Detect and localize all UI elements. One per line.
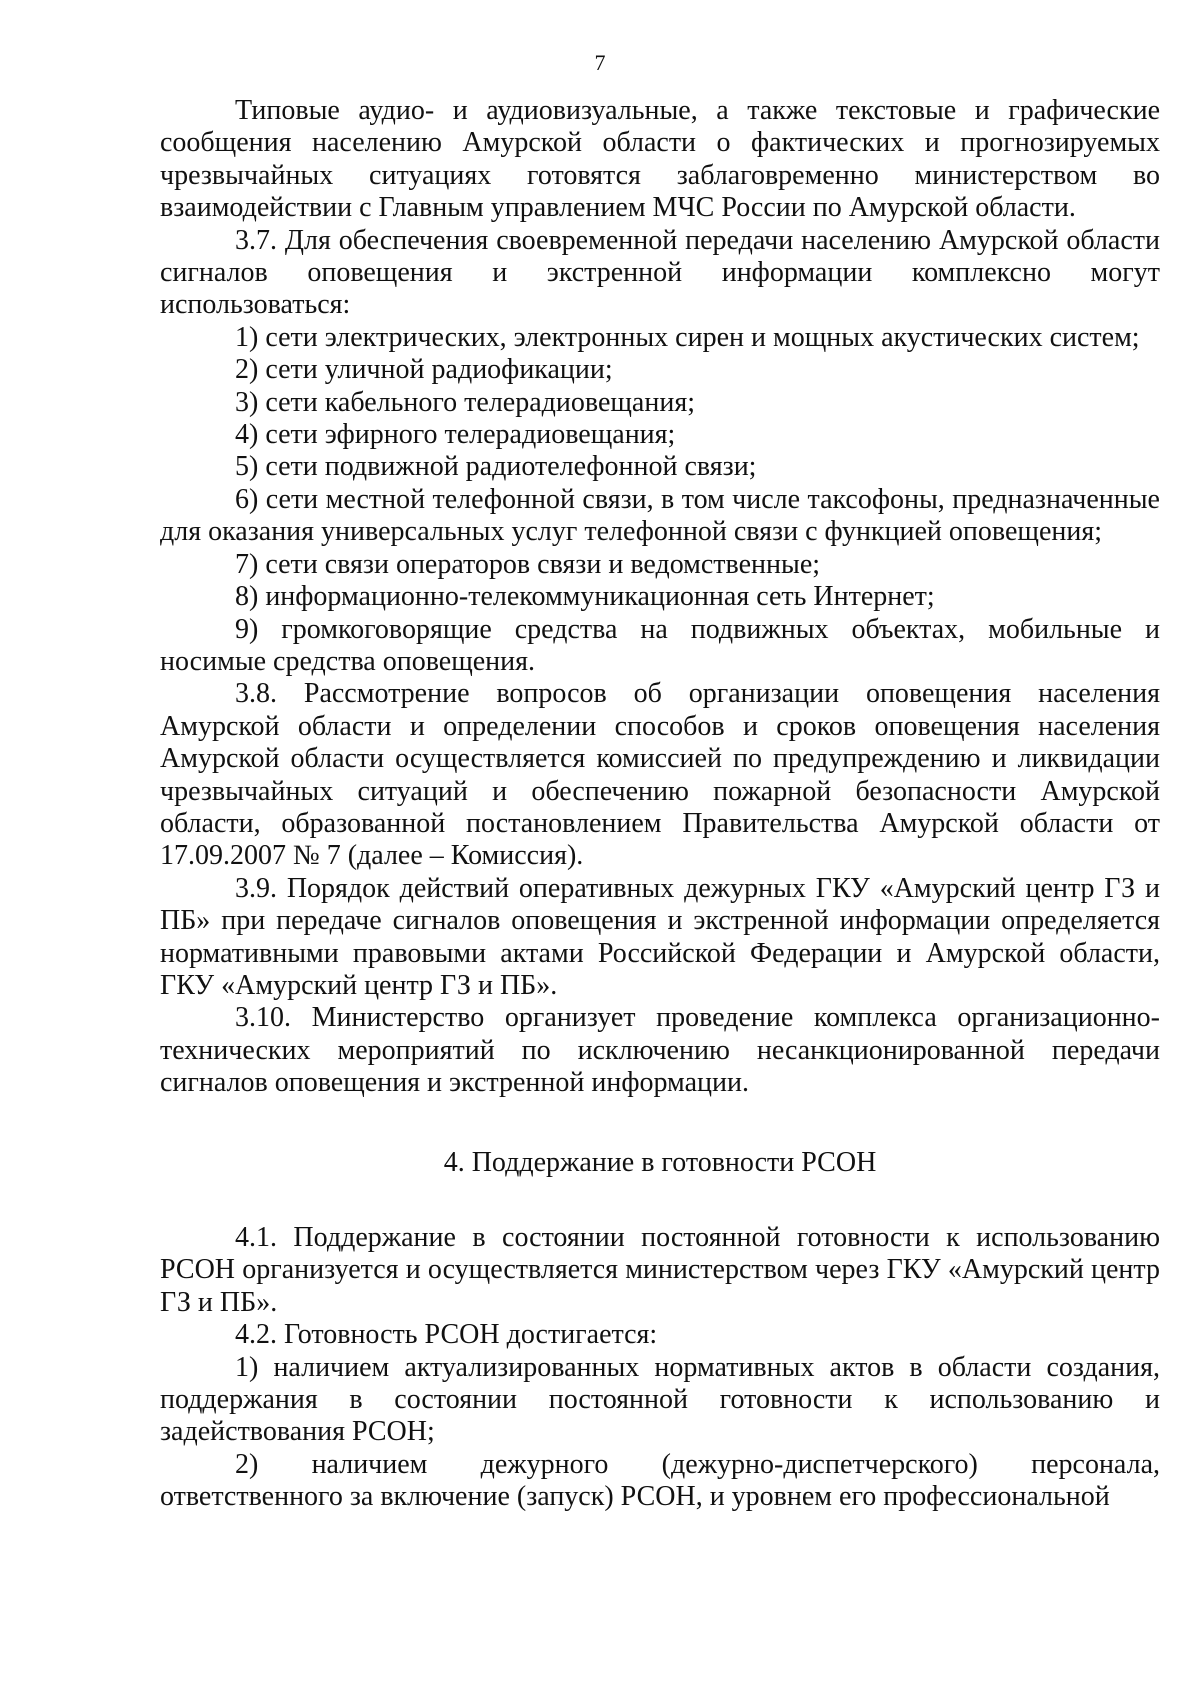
paragraph-3-8: 3.8. Рассмотрение вопросов об организации оповещения населения Амурской области и определении способов и сроков оповещения населения Амурской области осуществляется комиссией по предупреждению и ликвидации чрезвычайных ситуаций и обеспечению пожарной безопасности Амурской области, образованной постановлением Правительства Амурской области от 17.09.2007 № 7 (далее – Комиссия). <box>160 678 1160 872</box>
list-item-3: 3) сети кабельного телерадиовещания; <box>235 386 695 418</box>
list-item-1: 1) сети электрических, электронных сирен и мощных акустических систем; <box>235 321 1140 353</box>
list-item-4: 4) сети эфирного телерадиовещания; <box>235 419 676 451</box>
paragraph-4-1: 4.1. Поддержание в состоянии постоянной готовности к использованию РСОН организуется и осуществляется министерством через ГКУ «Амурский центр ГЗ и ПБ». <box>160 1222 1160 1318</box>
list-item-8: 8) информационно-телекоммуникационная сеть Интернет; <box>235 581 935 613</box>
readiness-item-2: 2) наличием дежурного (дежурно-диспетчерского) персонала, ответственного за включение (запуск) РСОН, и уровнем его профессиональной <box>160 1448 1160 1513</box>
list-item-7: 7) сети связи операторов связи и ведомственные; <box>235 548 821 580</box>
readiness-item-1: 1) наличием актуализированных нормативных актов в области создания, поддержания в состоянии постоянной готовности к использованию и задействования РСОН; <box>160 1351 1160 1448</box>
section-heading-4: 4. Поддержание в готовности РСОН <box>443 1146 877 1178</box>
paragraph-4-2: 4.2. Готовность РСОН достигается: <box>235 1319 658 1351</box>
paragraph-3-10: 3.10. Министерство организует проведение комплекса организационно-технических мероприятий по исключению несанкционированной передачи сигналов оповещения и экстренной информации. <box>160 1002 1160 1099</box>
paragraph-3-7: 3.7. Для обеспечения своевременной передачи населению Амурской области сигналов оповещения и экстренной информации комплексно могут использоваться: <box>160 224 1160 321</box>
page-number: 7 <box>594 50 606 75</box>
list-item-6: 6) сети местной телефонной связи, в том числе таксофоны, предназначенные для оказания универсальных услуг телефонной связи с функцией оповещения; <box>160 483 1160 548</box>
list-item-2: 2) сети уличной радиофикации; <box>235 354 613 386</box>
paragraph-typical-messages: Типовые аудио- и аудиовизуальные, а также текстовые и графические сообщения населению Амурской области о фактических и прогнозируемых чрезвычайных ситуациях готовятся заблаговременно министерством во взаимодействии с Главным управлением МЧС России по Амурской области. <box>160 95 1160 224</box>
document-body <box>160 95 1160 1514</box>
list-item-9: 9) громкоговорящие средства на подвижных объектах, мобильные и носимые средства оповещения. <box>160 613 1160 677</box>
paragraph-3-9: 3.9. Порядок действий оперативных дежурных ГКУ «Амурский центр ГЗ и ПБ» при передаче сигналов оповещения и экстренной информации определяется нормативными правовыми актами Российской Федерации и Амурской области, ГКУ «Амурский центр ГЗ и ПБ». <box>160 872 1160 1001</box>
list-item-5: 5) сети подвижной радиотелефонной связи; <box>235 451 757 483</box>
